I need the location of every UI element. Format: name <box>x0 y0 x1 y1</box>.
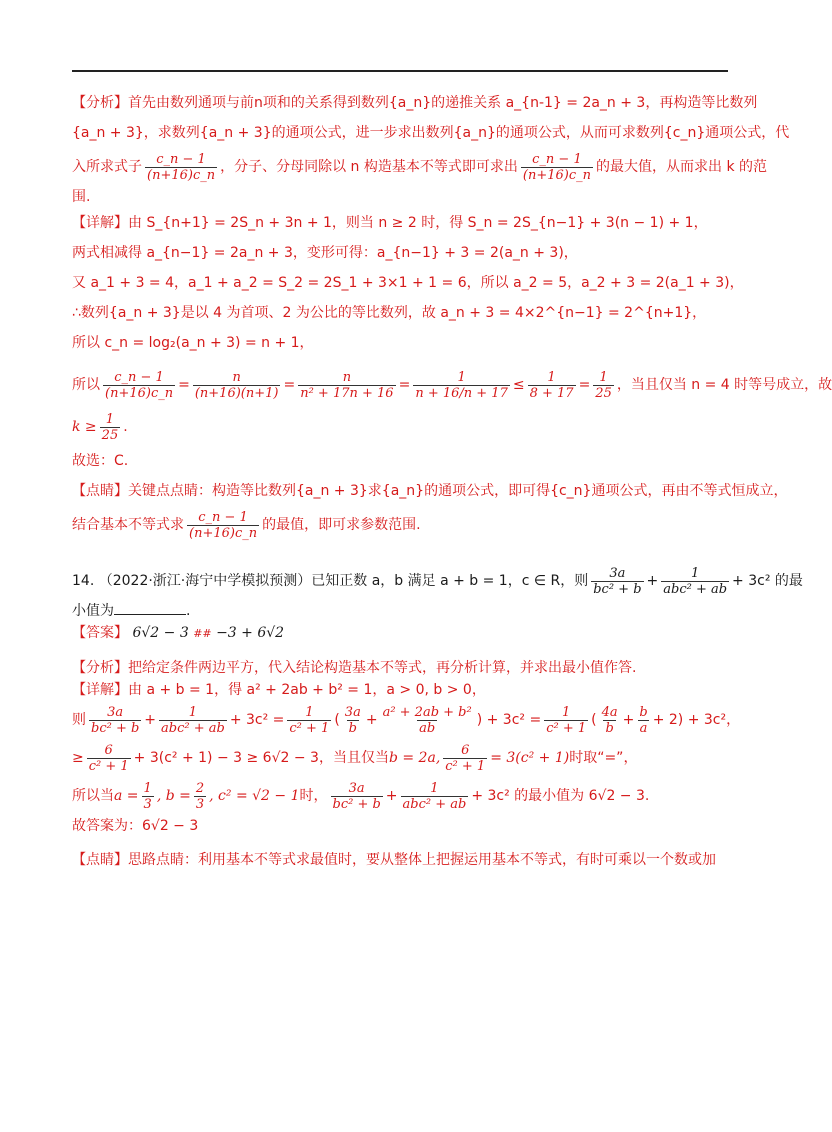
fraction: $\frac{6}{\text{c² + 1}}$ <box>445 742 486 774</box>
q14-analysis: 【分析】把给定条件两边平方，代入结论构造基本不等式，再分析计算，并求出最小值作答. <box>72 660 637 676</box>
fraction: $\frac{c\_n - 1}{(n+16)c\_n}$ <box>105 369 174 401</box>
comment-tag: 【点睛】 <box>72 483 128 499</box>
header-rule <box>72 70 728 72</box>
fraction: $\frac{3a}{\text{bc² + b}}$ <box>332 780 381 812</box>
fraction: $\frac{2}{3}$ <box>195 780 205 812</box>
document-body <box>72 92 832 871</box>
fraction: $\frac{1}{8 + 17}$ <box>529 369 574 401</box>
question-14: 14. （2022·浙江·海宁中学模拟预测）已知正数 a，b 满足 a + b = 1，c ∈ R，则 $\frac{3a}{\text{bc² + b}}$ + $\frac{1}{\text{abc² + ab}}$ + 3c² 的最 <box>72 565 803 597</box>
detail-line-2: 两式相减得 a_{n−1} = 2a_n + 3，变形可得：a_{n−1} + 3 = 2(a_n + 3)， <box>72 245 578 261</box>
detail-line-6: 所以 $\frac{c\_n - 1}{(n+16)c\_n}$ = $\frac{n}{(n+16)(n+1)}$ = $\frac{n}{\text{n² + 17n + 16}}$ = $\frac{1}{n + 16/n + 17}$ ≤ $\frac{1}{8 + 17}$ = $\frac{1}{25}$ ，当且仅当 n = 4 时等号成立，故 <box>72 369 832 401</box>
fraction: $\frac{c\_n - 1}{(n+16)c\_n}$ <box>522 151 591 183</box>
fraction: $\frac{1}{\text{abc² + ab}}$ <box>161 704 225 736</box>
analysis-tag: 【分析】 <box>72 95 128 111</box>
analysis-line-4: 围. <box>72 189 91 205</box>
fraction: $\frac{6}{\text{c² + 1}}$ <box>88 742 129 774</box>
q14-detail-2: 则 $\frac{3a}{\text{bc² + b}}$ + $\frac{1}{\text{abc² + ab}}$ + 3c² = $\frac{1}{\text{c² + 1}}$ ( $\frac{3a}{b}$ + $\frac{\text{a² + 2ab + b²}}{ab}$ ) + 3c² = $\frac{1}{\text{c² + 1}}$ ( $\frac{4a}{b}$ + $\frac{b}{a}$ + 2) + 3c²， <box>72 704 741 736</box>
fraction: $\frac{1}{25}$ <box>101 411 119 443</box>
fraction: $\frac{1}{25}$ <box>595 369 612 401</box>
fraction: $\frac{n}{(n+16)(n+1)}$ <box>194 369 279 401</box>
q14-comment: 【点睛】思路点睛：利用基本不等式求最值时，要从整体上把握运用基本不等式，有时可乘以一个数或加 <box>72 852 716 868</box>
fraction: $\frac{4a}{b}$ <box>601 704 618 736</box>
comment-line-1: 【点睛】关键点点睛：构造等比数列{a_n + 3}求{a_n}的通项公式，即可得{c_n}通项公式，再由不等式恒成立， <box>72 483 788 499</box>
detail-line-1: 【详解】由 S_{n+1} = 2S_n + 3n + 1，则当 n ≥ 2 时，得 S_n = 2S_{n−1} + 3(n − 1) + 1， <box>72 215 708 231</box>
fraction: $\frac{\text{a² + 2ab + b²}}{ab}$ <box>382 704 472 736</box>
fraction: $\frac{c\_n - 1}{(n+16)c\_n}$ <box>189 509 258 541</box>
fraction: $\frac{n}{\text{n² + 17n + 16}}$ <box>300 369 394 401</box>
comment-line-2: 结合基本不等式求 $\frac{c\_n - 1}{(n+16)c\_n}$ 的最值，即可求参数范围. <box>72 509 421 541</box>
fraction: $\frac{c\_n - 1}{(n+16)c\_n}$ <box>147 151 216 183</box>
answer-line: 【答案】 6√2 − 3 ## −3 + 6√2 <box>72 625 285 641</box>
fraction: $\frac{1}{\text{abc² + ab}}$ <box>402 780 467 812</box>
question-14-line-2: 小值为 . <box>72 600 728 622</box>
fraction: $\frac{b}{a}$ <box>639 704 648 736</box>
fraction: $\frac{1}{n + 16/n + 17}$ <box>415 369 508 401</box>
question-number: 14. <box>72 573 95 589</box>
analysis-line-2: {a_n + 3}，求数列{a_n + 3}的通项公式，进一步求出数列{a_n}的通项公式，从而可求数列{c_n}通项公式，代 <box>72 125 790 141</box>
analysis-line-3: 入所求式子 $\frac{c\_n - 1}{(n+16)c\_n}$ ，分子、分母同除以 n 构造基本不等式即可求出 $\frac{c\_n - 1}{(n+16)c\_n}$ 的最大值，从而求出 k 的范 <box>72 151 768 183</box>
q14-final-answer: 故答案为：6√2 − 3 <box>72 818 199 834</box>
fraction: $\frac{3a}{\text{bc² + b}}$ <box>593 565 642 597</box>
fraction: $\frac{1}{\text{abc² + ab}}$ <box>663 565 728 597</box>
fraction: $\frac{3a}{\text{bc² + b}}$ <box>91 704 140 736</box>
detail-line-5: 所以 c_n = log₂(a_n + 3) = n + 1， <box>72 335 314 351</box>
answer-blank <box>114 600 186 615</box>
q14-detail-4: 所以当a = $\frac{1}{3}$ , b = $\frac{2}{3}$ , c² = √2 − 1时， $\frac{3a}{\text{bc² + b}}$ + $\frac{1}{\text{abc² + ab}}$ + 3c² 的最小值为 6√2 − 3. <box>72 780 650 812</box>
detail-line-3: 又 a_1 + 3 = 4，a_1 + a_2 = S_2 = 2S_1 + 3×1 + 1 = 6，所以 a_2 = 5，a_2 + 3 = 2(a_1 + 3)， <box>72 275 744 291</box>
fraction: $\frac{1}{\text{c² + 1}}$ <box>289 704 330 736</box>
answer-tag: 【答案】 <box>72 625 128 641</box>
analysis-line-1: 【分析】首先由数列通项与前n项和的关系得到数列{a_n}的递推关系 a_{n-1} = 2a_n + 3，再构造等比数列 <box>72 95 758 111</box>
detail-tag: 【详解】 <box>72 215 128 231</box>
fraction: $\frac{1}{3}$ <box>143 780 152 812</box>
detail-line-7: k ≥ $\frac{1}{25}$ . <box>72 411 128 443</box>
detail-line-4: ∴数列{a_n + 3}是以 4 为首项、2 为公比的等比数列，故 a_n + 3 = 4×2^{n−1} = 2^{n+1}， <box>72 305 707 321</box>
q14-detail-3: ≥ $\frac{6}{\text{c² + 1}}$ + 3(c² + 1) − 3 ≥ 6√2 − 3，当且仅当b = 2a, $\frac{6}{\text{c² + 1}}$ = 3(c² + 1)时取“=”， <box>72 742 638 774</box>
fraction: $\frac{1}{\text{c² + 1}}$ <box>546 704 587 736</box>
q14-detail-1: 【详解】由 a + b = 1，得 a² + 2ab + b² = 1，a > 0, b > 0， <box>72 682 486 698</box>
choice-line: 故选：C. <box>72 453 129 469</box>
fraction: $\frac{3a}{b}$ <box>344 704 361 736</box>
